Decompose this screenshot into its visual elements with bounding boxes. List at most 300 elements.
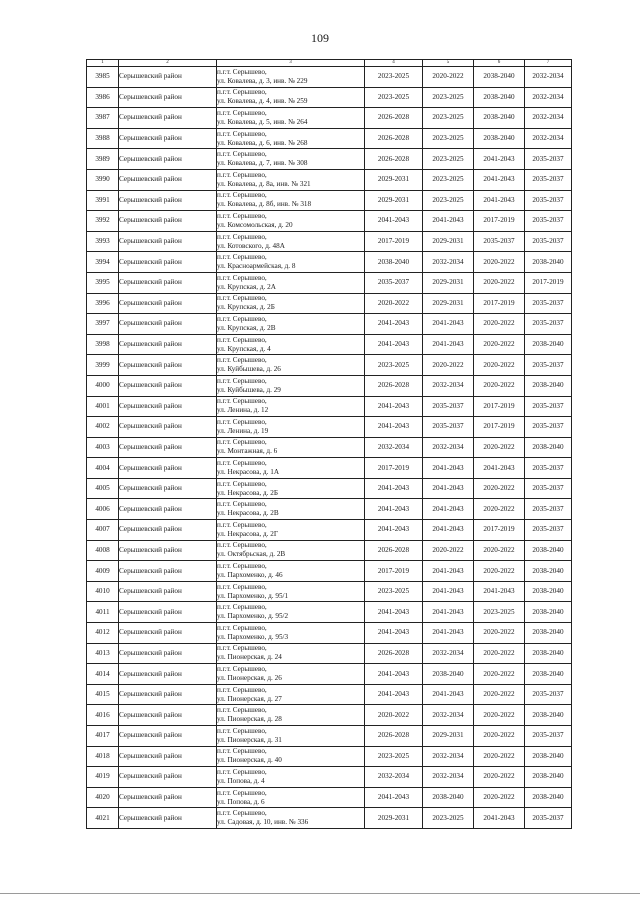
address-street: ул. Ковалева, д. 4, инв. № 259: [217, 97, 308, 106]
row-number: 4013: [87, 643, 119, 664]
address-locality: п.г.т. Серышево,: [217, 541, 267, 550]
address-street: ул. Октябрьская, д. 2В: [217, 550, 286, 559]
period-col-4: 2041-2043: [365, 499, 423, 520]
period-col-7: 2035-2037: [525, 808, 572, 829]
table-row: [87, 561, 572, 582]
table-row: [87, 808, 572, 829]
table-row: [87, 211, 572, 232]
row-number: 3985: [87, 67, 119, 88]
address-locality: п.г.т. Серышево,: [217, 644, 267, 653]
period-col-7: 2035-2037: [525, 190, 572, 211]
address-street: ул. Пионерская, д. 24: [217, 653, 282, 662]
address-locality: п.г.т. Серышево,: [217, 726, 267, 735]
period-col-4: 2041-2043: [365, 478, 423, 499]
period-col-5: 2032-2034: [423, 643, 474, 664]
address-street: ул. Красноармейская, д. 8: [217, 262, 296, 271]
row-number: 3990: [87, 169, 119, 190]
address-cell: [217, 499, 365, 520]
period-col-5: 2038-2040: [423, 664, 474, 685]
address-street: ул. Пионерская, д. 40: [217, 756, 282, 765]
period-col-4: 2026-2028: [365, 128, 423, 149]
period-col-4: 2026-2028: [365, 540, 423, 561]
address-cell: [217, 581, 365, 602]
period-col-4: 2023-2025: [365, 67, 423, 88]
address-cell: [217, 67, 365, 88]
address-cell: [217, 314, 365, 335]
table-row: [87, 396, 572, 417]
district-name: Серышевский район: [119, 375, 217, 396]
address-locality: п.г.т. Серышево,: [217, 417, 267, 426]
column-header: 4: [365, 60, 423, 67]
address-cell: [217, 787, 365, 808]
row-number: 3992: [87, 211, 119, 232]
period-col-4: 2041-2043: [365, 396, 423, 417]
district-name: Серышевский район: [119, 705, 217, 726]
address-locality: п.г.т. Серышево,: [217, 67, 267, 76]
period-col-4: 2041-2043: [365, 664, 423, 685]
row-number: 4009: [87, 561, 119, 582]
table-row: [87, 334, 572, 355]
district-name: Серышевский район: [119, 520, 217, 541]
period-col-5: 2029-2031: [423, 293, 474, 314]
address-cell: [217, 272, 365, 293]
address-cell: [217, 128, 365, 149]
period-col-5: 2029-2031: [423, 272, 474, 293]
row-number: 3991: [87, 190, 119, 211]
period-col-4: 2041-2043: [365, 623, 423, 644]
period-col-7: 2038-2040: [525, 767, 572, 788]
address-locality: п.г.т. Серышево,: [217, 500, 267, 509]
period-col-7: 2035-2037: [525, 499, 572, 520]
district-name: Серышевский район: [119, 499, 217, 520]
housing-register-table: [86, 59, 572, 829]
page-bottom-edge: [0, 893, 640, 894]
address-street: ул. Ленина, д. 12: [217, 406, 269, 415]
address-cell: [217, 108, 365, 129]
row-number: 4003: [87, 437, 119, 458]
district-name: Серышевский район: [119, 87, 217, 108]
row-number: 4014: [87, 664, 119, 685]
table-row: [87, 623, 572, 644]
address-locality: п.г.т. Серышево,: [217, 747, 267, 756]
period-col-5: 2023-2025: [423, 149, 474, 170]
row-number: 4010: [87, 581, 119, 602]
row-number: 3999: [87, 355, 119, 376]
period-col-6: 2041-2043: [474, 149, 525, 170]
table-row: [87, 417, 572, 438]
address-locality: п.г.т. Серышево,: [217, 520, 267, 529]
period-col-7: 2038-2040: [525, 602, 572, 623]
period-col-4: 2041-2043: [365, 314, 423, 335]
period-col-5: 2023-2025: [423, 108, 474, 129]
address-locality: п.г.т. Серышево,: [217, 376, 267, 385]
address-cell: [217, 231, 365, 252]
period-col-4: 2041-2043: [365, 334, 423, 355]
period-col-5: 2023-2025: [423, 808, 474, 829]
address-cell: [217, 602, 365, 623]
table-row: [87, 643, 572, 664]
table-row: [87, 458, 572, 479]
district-name: Серышевский район: [119, 272, 217, 293]
address-locality: п.г.т. Серышево,: [217, 273, 267, 282]
period-col-5: 2041-2043: [423, 334, 474, 355]
period-col-6: 2020-2022: [474, 746, 525, 767]
period-col-7: 2038-2040: [525, 252, 572, 273]
period-col-6: 2020-2022: [474, 499, 525, 520]
period-col-5: 2023-2025: [423, 190, 474, 211]
column-header: 3: [217, 60, 365, 67]
row-number: 3994: [87, 252, 119, 273]
table-row: [87, 437, 572, 458]
district-name: Серышевский район: [119, 355, 217, 376]
period-col-7: 2038-2040: [525, 664, 572, 685]
column-header: 5: [423, 60, 474, 67]
period-col-7: 2038-2040: [525, 643, 572, 664]
address-cell: [217, 437, 365, 458]
address-cell: [217, 478, 365, 499]
row-number: 4007: [87, 520, 119, 541]
table-row: [87, 314, 572, 335]
period-col-5: 2032-2034: [423, 252, 474, 273]
district-name: Серышевский район: [119, 726, 217, 747]
address-street: ул. Куйбышева, д. 26: [217, 365, 281, 374]
period-col-7: 2035-2037: [525, 396, 572, 417]
period-col-4: 2041-2043: [365, 602, 423, 623]
period-col-7: 2032-2034: [525, 128, 572, 149]
address-cell: [217, 149, 365, 170]
table-body: [87, 67, 572, 829]
row-number: 4006: [87, 499, 119, 520]
period-col-5: 2041-2043: [423, 211, 474, 232]
table-row: [87, 602, 572, 623]
address-locality: п.г.т. Серышево,: [217, 459, 267, 468]
address-locality: п.г.т. Серышево,: [217, 129, 267, 138]
row-number: 4005: [87, 478, 119, 499]
table-row: [87, 252, 572, 273]
district-name: Серышевский район: [119, 478, 217, 499]
period-col-6: 2020-2022: [474, 623, 525, 644]
address-street: ул. Пионерская, д. 26: [217, 674, 282, 683]
address-locality: п.г.т. Серышево,: [217, 88, 267, 97]
address-locality: п.г.т. Серышево,: [217, 603, 267, 612]
period-col-4: 2020-2022: [365, 705, 423, 726]
address-cell: [217, 334, 365, 355]
period-col-7: 2032-2034: [525, 108, 572, 129]
address-locality: п.г.т. Серышево,: [217, 809, 267, 818]
period-col-7: 2035-2037: [525, 293, 572, 314]
address-street: ул. Котовского, д. 48А: [217, 241, 285, 250]
period-col-6: 2020-2022: [474, 314, 525, 335]
address-locality: п.г.т. Серышево,: [217, 767, 267, 776]
district-name: Серышевский район: [119, 808, 217, 829]
period-col-6: 2041-2043: [474, 808, 525, 829]
table-row: [87, 684, 572, 705]
address-locality: п.г.т. Серышево,: [217, 788, 267, 797]
period-col-6: 2041-2043: [474, 190, 525, 211]
address-locality: п.г.т. Серышево,: [217, 438, 267, 447]
period-col-5: 2023-2025: [423, 128, 474, 149]
row-number: 3988: [87, 128, 119, 149]
table-row: [87, 664, 572, 685]
address-street: ул. Ковалева, д. 7, инв. № 308: [217, 159, 308, 168]
period-col-5: 2041-2043: [423, 623, 474, 644]
address-locality: п.г.т. Серышево,: [217, 582, 267, 591]
address-locality: п.г.т. Серышево,: [217, 211, 267, 220]
address-street: ул. Крупская, д. 2Б: [217, 303, 275, 312]
period-col-5: 2041-2043: [423, 499, 474, 520]
period-col-4: 2032-2034: [365, 437, 423, 458]
period-col-4: 2017-2019: [365, 561, 423, 582]
address-locality: п.г.т. Серышево,: [217, 706, 267, 715]
period-col-6: 2017-2019: [474, 211, 525, 232]
period-col-4: 2026-2028: [365, 108, 423, 129]
period-col-5: 2020-2022: [423, 540, 474, 561]
address-cell: [217, 623, 365, 644]
table-row: [87, 726, 572, 747]
period-col-6: 2020-2022: [474, 787, 525, 808]
address-locality: п.г.т. Серышево,: [217, 397, 267, 406]
district-name: Серышевский район: [119, 293, 217, 314]
address-street: ул. Пионерская, д. 27: [217, 694, 282, 703]
table-row: [87, 128, 572, 149]
address-cell: [217, 767, 365, 788]
period-col-5: 2023-2025: [423, 87, 474, 108]
address-locality: п.г.т. Серышево,: [217, 335, 267, 344]
period-col-5: 2023-2025: [423, 169, 474, 190]
period-col-7: 2038-2040: [525, 334, 572, 355]
period-col-7: 2035-2037: [525, 231, 572, 252]
address-cell: [217, 643, 365, 664]
period-col-4: 2023-2025: [365, 581, 423, 602]
row-number: 3996: [87, 293, 119, 314]
address-cell: [217, 540, 365, 561]
period-col-6: 2038-2040: [474, 108, 525, 129]
period-col-7: 2035-2037: [525, 458, 572, 479]
period-col-6: 2017-2019: [474, 396, 525, 417]
period-col-5: 2032-2034: [423, 437, 474, 458]
period-col-5: 2032-2034: [423, 767, 474, 788]
address-cell: [217, 87, 365, 108]
address-street: ул. Ковалева, д. 5, инв. № 264: [217, 117, 308, 126]
row-number: 4020: [87, 787, 119, 808]
table-row: [87, 169, 572, 190]
address-locality: п.г.т. Серышево,: [217, 356, 267, 365]
address-street: ул. Пархоменко, д. 95/1: [217, 591, 289, 600]
district-name: Серышевский район: [119, 67, 217, 88]
address-street: ул. Крупская, д. 2В: [217, 323, 276, 332]
district-name: Серышевский район: [119, 746, 217, 767]
period-col-5: 2041-2043: [423, 520, 474, 541]
address-street: ул. Некрасова, д. 2В: [217, 509, 279, 518]
row-number: 3997: [87, 314, 119, 335]
period-col-6: 2017-2019: [474, 293, 525, 314]
period-col-4: 2026-2028: [365, 149, 423, 170]
address-locality: п.г.т. Серышево,: [217, 253, 267, 262]
period-col-5: 2041-2043: [423, 684, 474, 705]
address-cell: [217, 252, 365, 273]
district-name: Серышевский район: [119, 581, 217, 602]
district-name: Серышевский район: [119, 128, 217, 149]
period-col-4: 2029-2031: [365, 808, 423, 829]
address-locality: п.г.т. Серышево,: [217, 232, 267, 241]
row-number: 4019: [87, 767, 119, 788]
period-col-6: 2041-2043: [474, 581, 525, 602]
row-number: 4008: [87, 540, 119, 561]
address-locality: п.г.т. Серышево,: [217, 685, 267, 694]
table-row: [87, 767, 572, 788]
district-name: Серышевский район: [119, 149, 217, 170]
address-cell: [217, 684, 365, 705]
address-street: ул. Комсомольская, д. 20: [217, 220, 293, 229]
period-col-6: 2023-2025: [474, 602, 525, 623]
period-col-7: 2038-2040: [525, 746, 572, 767]
period-col-4: 2041-2043: [365, 520, 423, 541]
address-cell: [217, 808, 365, 829]
address-street: ул. Крупская, д. 4: [217, 344, 271, 353]
period-col-7: 2038-2040: [525, 787, 572, 808]
district-name: Серышевский район: [119, 108, 217, 129]
period-col-5: 2029-2031: [423, 726, 474, 747]
period-col-7: 2035-2037: [525, 314, 572, 335]
district-name: Серышевский район: [119, 561, 217, 582]
address-cell: [217, 561, 365, 582]
period-col-4: 2023-2025: [365, 87, 423, 108]
period-col-6: 2038-2040: [474, 87, 525, 108]
address-street: ул. Пионерская, д. 28: [217, 715, 282, 724]
period-col-7: 2035-2037: [525, 211, 572, 232]
period-col-6: 2017-2019: [474, 520, 525, 541]
table-row: [87, 355, 572, 376]
period-col-4: 2041-2043: [365, 417, 423, 438]
address-locality: п.г.т. Серышево,: [217, 665, 267, 674]
period-col-4: 2023-2025: [365, 746, 423, 767]
period-col-5: 2041-2043: [423, 314, 474, 335]
period-col-4: 2026-2028: [365, 726, 423, 747]
period-col-6: 2017-2019: [474, 417, 525, 438]
row-number: 3998: [87, 334, 119, 355]
period-col-6: 2020-2022: [474, 355, 525, 376]
row-number: 4021: [87, 808, 119, 829]
address-locality: п.г.т. Серышево,: [217, 150, 267, 159]
row-number: 4004: [87, 458, 119, 479]
address-street: ул. Некрасова, д. 2Г: [217, 529, 278, 538]
column-header: 6: [474, 60, 525, 67]
period-col-4: 2017-2019: [365, 458, 423, 479]
period-col-7: 2035-2037: [525, 726, 572, 747]
address-street: ул. Некрасова, д. 1А: [217, 468, 280, 477]
address-cell: [217, 417, 365, 438]
address-street: ул. Садовая, д. 10, инв. № 336: [217, 818, 309, 827]
row-number: 3989: [87, 149, 119, 170]
period-col-7: 2035-2037: [525, 520, 572, 541]
period-col-7: 2035-2037: [525, 417, 572, 438]
period-col-6: 2038-2040: [474, 128, 525, 149]
period-col-7: 2035-2037: [525, 684, 572, 705]
period-col-5: 2041-2043: [423, 602, 474, 623]
table-row: [87, 746, 572, 767]
period-col-7: 2038-2040: [525, 561, 572, 582]
district-name: Серышевский район: [119, 602, 217, 623]
period-col-5: 2032-2034: [423, 746, 474, 767]
period-col-4: 2023-2025: [365, 355, 423, 376]
district-name: Серышевский район: [119, 437, 217, 458]
address-cell: [217, 458, 365, 479]
period-col-5: 2041-2043: [423, 561, 474, 582]
address-cell: [217, 169, 365, 190]
period-col-7: 2035-2037: [525, 149, 572, 170]
period-col-6: 2020-2022: [474, 664, 525, 685]
period-col-4: 2038-2040: [365, 252, 423, 273]
district-name: Серышевский район: [119, 540, 217, 561]
period-col-4: 2017-2019: [365, 231, 423, 252]
row-number: 3987: [87, 108, 119, 129]
address-locality: п.г.т. Серышево,: [217, 314, 267, 323]
district-name: Серышевский район: [119, 623, 217, 644]
period-col-6: 2020-2022: [474, 375, 525, 396]
table-row: [87, 149, 572, 170]
address-cell: [217, 520, 365, 541]
period-col-5: 2041-2043: [423, 478, 474, 499]
period-col-6: 2020-2022: [474, 561, 525, 582]
table-row: [87, 231, 572, 252]
address-cell: [217, 726, 365, 747]
period-col-6: 2020-2022: [474, 252, 525, 273]
address-cell: [217, 355, 365, 376]
period-col-7: 2038-2040: [525, 581, 572, 602]
address-street: ул. Ленина, д. 19: [217, 426, 269, 435]
district-name: Серышевский район: [119, 396, 217, 417]
period-col-4: 2029-2031: [365, 169, 423, 190]
address-cell: [217, 705, 365, 726]
period-col-7: 2032-2034: [525, 87, 572, 108]
table-row: [87, 190, 572, 211]
district-name: Серышевский район: [119, 458, 217, 479]
district-name: Серышевский район: [119, 664, 217, 685]
period-col-4: 2026-2028: [365, 375, 423, 396]
period-col-6: 2020-2022: [474, 272, 525, 293]
period-col-4: 2041-2043: [365, 684, 423, 705]
column-number-row: [87, 60, 572, 67]
address-street: ул. Пионерская, д. 31: [217, 735, 282, 744]
table-row: [87, 108, 572, 129]
table-row: [87, 375, 572, 396]
period-col-4: 2026-2028: [365, 643, 423, 664]
row-number: 3986: [87, 87, 119, 108]
row-number: 4001: [87, 396, 119, 417]
period-col-6: 2020-2022: [474, 643, 525, 664]
table-row: [87, 293, 572, 314]
table-row: [87, 540, 572, 561]
period-col-4: 2032-2034: [365, 767, 423, 788]
address-locality: п.г.т. Серышево,: [217, 294, 267, 303]
row-number: 4015: [87, 684, 119, 705]
address-street: ул. Пархоменко, д. 95/3: [217, 632, 289, 641]
district-name: Серышевский район: [119, 169, 217, 190]
address-locality: п.г.т. Серышево,: [217, 170, 267, 179]
address-locality: п.г.т. Серышево,: [217, 623, 267, 632]
row-number: 4018: [87, 746, 119, 767]
column-header: 2: [119, 60, 217, 67]
district-name: Серышевский район: [119, 252, 217, 273]
row-number: 4016: [87, 705, 119, 726]
period-col-5: 2035-2037: [423, 417, 474, 438]
district-name: Серышевский район: [119, 231, 217, 252]
period-col-5: 2032-2034: [423, 705, 474, 726]
address-street: ул. Куйбышева, д. 29: [217, 385, 281, 394]
period-col-6: 2020-2022: [474, 726, 525, 747]
period-col-7: 2038-2040: [525, 375, 572, 396]
district-name: Серышевский район: [119, 211, 217, 232]
